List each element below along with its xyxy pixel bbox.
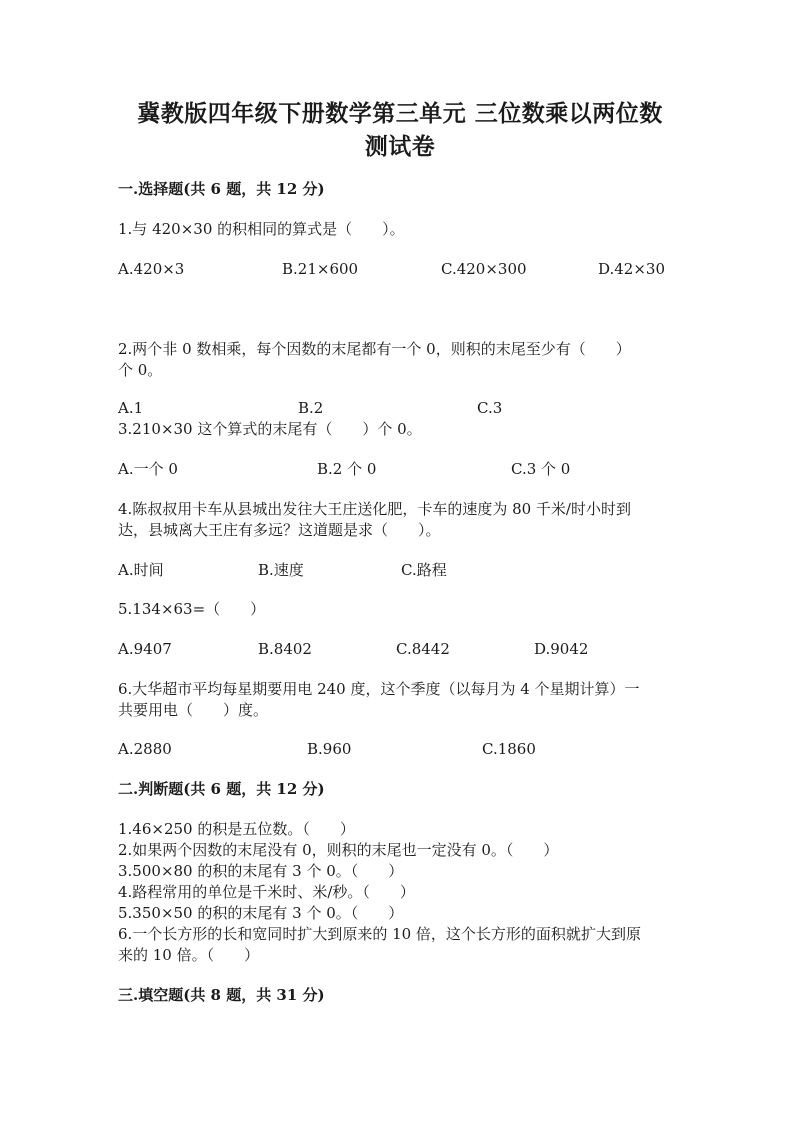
judgement-item-3: 3.500×80 的积的末尾有 3 个 0。（ ） (118, 862, 404, 880)
q1-option-d: D.42×30 (598, 260, 666, 278)
page-title-line1: 冀教版四年级下册数学第三单元 三位数乘以两位数 (137, 100, 663, 127)
page-title-line2: 测试卷 (364, 133, 436, 160)
question-6-line2: 共要用电（ ）度。 (118, 701, 269, 719)
q6-option-c: C.1860 (482, 740, 536, 758)
judgement-item-4: 4.路程常用的单位是千米时、米/秒。（ ） (118, 883, 415, 901)
q1-option-c: C.420×300 (441, 260, 527, 278)
question-3: 3.210×30 这个算式的末尾有（ ）个 0。 (118, 420, 422, 438)
q1-option-a: A.420×3 (118, 260, 185, 278)
question-1: 1.与 420×30 的积相同的算式是（ ）。 (118, 220, 405, 238)
q2-option-a: A.1 (118, 399, 144, 417)
judgement-item-6-line1: 6.一个长方形的长和宽同时扩大到原来的 10 倍，这个长方形的面积就扩大到原 (118, 925, 641, 943)
q5-option-d: D.9042 (534, 640, 589, 658)
question-5: 5.134×63=（ ） (118, 600, 266, 618)
question-4-line2: 达，县城离大王庄有多远？这道题是求（ ）。 (118, 521, 441, 539)
section-heading-judgement: 二.判断题(共 6 题，共 12 分) (118, 780, 325, 798)
section-heading-fill-blank: 三.填空题(共 8 题，共 31 分) (118, 986, 325, 1004)
q5-option-a: A.9407 (118, 640, 172, 658)
q3-option-b: B.2 个 0 (317, 460, 377, 478)
q6-option-b: B.960 (307, 740, 352, 758)
q4-option-a: A.时间 (118, 561, 164, 579)
q5-option-c: C.8442 (396, 640, 450, 658)
judgement-item-2: 2.如果两个因数的末尾没有 0，则积的末尾也一定没有 0。（ ） (118, 841, 559, 859)
q4-option-c: C.路程 (401, 561, 447, 579)
q2-option-c: C.3 (477, 399, 503, 417)
q5-option-b: B.8402 (258, 640, 312, 658)
judgement-item-5: 5.350×50 的积的末尾有 3 个 0。（ ） (118, 904, 404, 922)
question-4-line1: 4.陈叔叔用卡车从县城出发往大王庄送化肥，卡车的速度为 80 千米/时小时到 (118, 500, 631, 518)
q2-option-b: B.2 (298, 399, 324, 417)
q6-option-a: A.2880 (118, 740, 172, 758)
q3-option-a: A.一个 0 (118, 460, 178, 478)
question-2-line2: 个 0。 (118, 361, 163, 379)
judgement-item-1: 1.46×250 的积是五位数。（ ） (118, 820, 355, 838)
judgement-item-6-line2: 来的 10 倍。（ ） (118, 946, 260, 964)
question-6-line1: 6.大华超市平均每星期要用电 240 度，这个季度（以每月为 4 个星期计算）一 (118, 680, 640, 698)
q1-option-b: B.21×600 (282, 260, 359, 278)
section-heading-choice: 一.选择题(共 6 题，共 12 分) (118, 180, 325, 198)
q3-option-c: C.3 个 0 (511, 460, 571, 478)
question-2-line1: 2.两个非 0 数相乘，每个因数的末尾都有一个 0，则积的末尾至少有（ ） (118, 340, 631, 358)
q4-option-b: B.速度 (258, 561, 304, 579)
